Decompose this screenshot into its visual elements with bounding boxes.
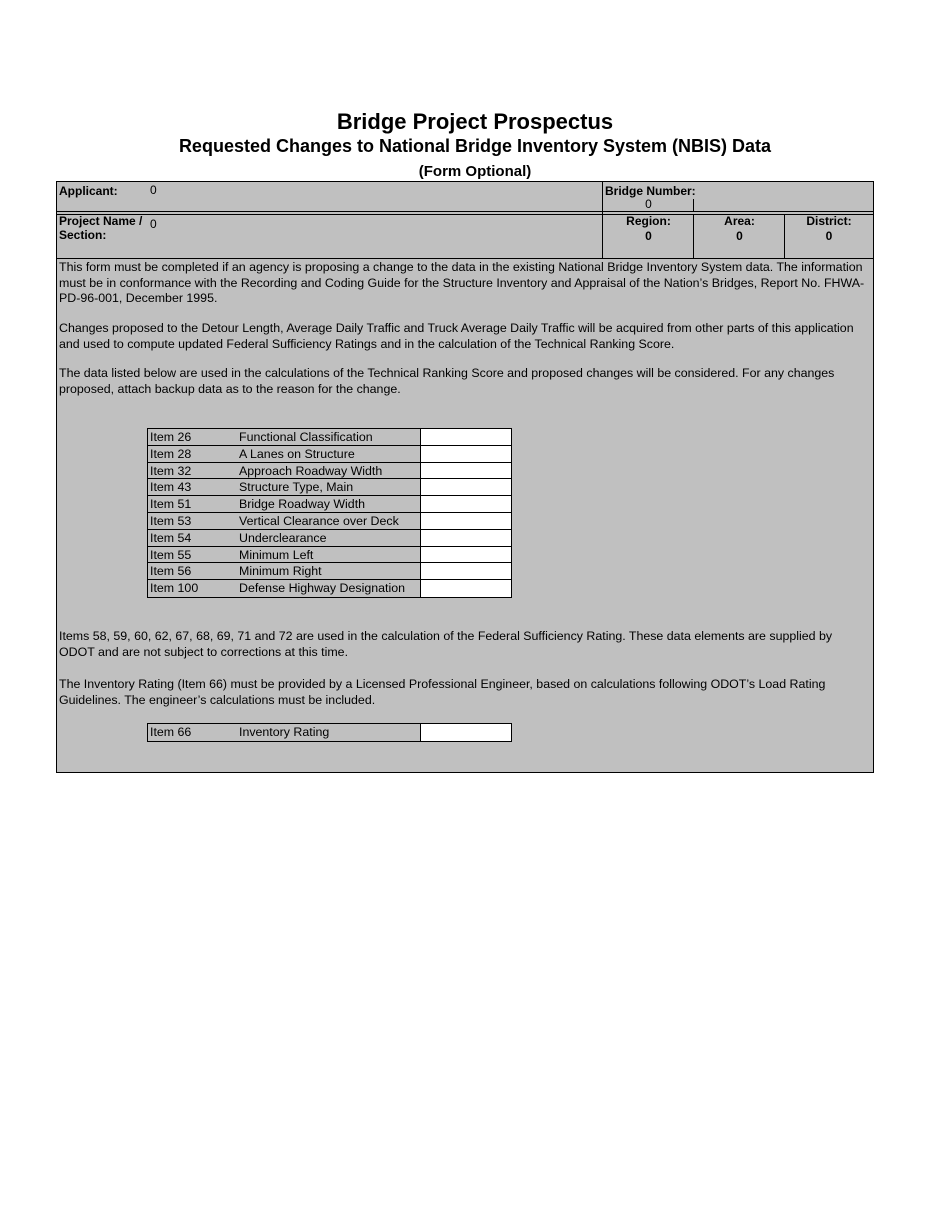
- item-value-input[interactable]: [420, 724, 511, 741]
- table-row: [148, 724, 511, 741]
- district-label: District:: [806, 214, 852, 228]
- item-number: Item 43: [150, 480, 192, 495]
- item-number: Item 32: [150, 463, 192, 478]
- item-description: A Lanes on Structure: [239, 446, 355, 461]
- applicant-value[interactable]: 0: [150, 183, 157, 197]
- project-name-label: Project Name /: [59, 214, 143, 228]
- items-table: [147, 428, 512, 598]
- page-title: Bridge Project Prospectus: [336, 109, 614, 134]
- item-value-input[interactable]: [420, 580, 511, 597]
- sufficiency-paragraph: Items 58, 59, 60, 62, 67, 68, 69, 71 and 72 are used in the calculation of the Federal Sufficiency Rating. These data elements are supplied by ODOT and are not subject to corrections at this time.: [59, 629, 833, 659]
- item-value-input[interactable]: [420, 429, 511, 445]
- item-value-input[interactable]: [420, 530, 511, 546]
- nbis-form: [56, 181, 874, 773]
- item-description: Functional Classification: [239, 430, 373, 444]
- region-value[interactable]: 0: [645, 229, 652, 243]
- item-number: Item 53: [150, 513, 192, 528]
- divider: [57, 211, 873, 212]
- detour-paragraph: Changes proposed to the Detour Length, Average Daily Traffic and Truck Average Daily Traffic will be acquired from other parts of this application and used to compute updated Federal Sufficiency Ratings and in the calculation of the Technical Ranking Score.: [59, 321, 854, 351]
- table-row: [148, 496, 511, 513]
- area-value[interactable]: 0: [736, 229, 743, 243]
- inventory-table: [147, 723, 512, 742]
- item-value-input[interactable]: [420, 446, 511, 462]
- region-label: Region:: [626, 214, 671, 228]
- item-value-input[interactable]: [420, 479, 511, 495]
- applicant-label: Applicant:: [59, 184, 118, 198]
- item-description: Inventory Rating: [239, 725, 330, 739]
- table-row: [148, 513, 511, 530]
- item-description: Vertical Clearance over Deck: [239, 513, 399, 528]
- inventory-paragraph: The Inventory Rating (Item 66) must be provided by a Licensed Professional Engineer, based on calculations following ODOT’s Load Rating Guidelines. The engineer’s calculations must be included.: [59, 677, 826, 707]
- form-optional-note: (Form Optional): [418, 163, 532, 180]
- item-number: Item 54: [150, 530, 192, 545]
- bridge-number-value[interactable]: 0: [645, 197, 652, 211]
- item-description: Bridge Roadway Width: [239, 497, 366, 512]
- bridge-number-label: Bridge Number:: [605, 184, 696, 198]
- instructions-paragraph: This form must be completed if an agency is proposing a change to the data in the existing National Bridge Inventory System data. The information must be in conformance with the Recording and Coding Guide for the Structure Inventory and Appraisal of the Nation’s Bridges, Report No. FHWA-PD-96-001, December 1995.: [59, 260, 865, 305]
- table-row: [148, 580, 511, 597]
- item-number: Item 100: [150, 581, 199, 596]
- table-row: [148, 429, 511, 446]
- project-name-value[interactable]: 0: [150, 217, 157, 231]
- table-row: [148, 463, 511, 480]
- table-row: [148, 547, 511, 564]
- divider: [57, 258, 873, 259]
- divider: [693, 199, 694, 211]
- item-description: Minimum Left: [239, 547, 314, 562]
- table-row: [148, 446, 511, 463]
- item-description: Minimum Right: [239, 564, 322, 579]
- item-number: Item 26: [150, 430, 192, 444]
- item-value-input[interactable]: [420, 463, 511, 479]
- item-value-input[interactable]: [420, 513, 511, 529]
- item-number: Item 56: [150, 564, 192, 579]
- item-number: Item 28: [150, 446, 192, 461]
- item-number: Item 66: [150, 725, 192, 739]
- item-description: Structure Type, Main: [239, 480, 354, 495]
- section-label: Section:: [59, 228, 107, 242]
- item-description: Defense Highway Designation: [239, 581, 405, 596]
- page-subtitle: Requested Changes to National Bridge Inventory System (NBIS) Data: [178, 136, 772, 156]
- item-description: Approach Roadway Width: [239, 463, 383, 478]
- district-value[interactable]: 0: [825, 229, 833, 243]
- item-value-input[interactable]: [420, 547, 511, 563]
- table-row: [148, 530, 511, 547]
- ranking-paragraph: The data listed below are used in the calculations of the Technical Ranking Score and proposed changes will be considered. For any changes proposed, attach backup data as to the reason for the change.: [59, 366, 835, 396]
- item-number: Item 55: [150, 547, 192, 562]
- area-label: Area:: [724, 214, 755, 228]
- item-value-input[interactable]: [420, 496, 511, 512]
- item-description: Underclearance: [239, 530, 327, 545]
- item-number: Item 51: [150, 497, 192, 512]
- table-row: [148, 479, 511, 496]
- table-row: [148, 563, 511, 580]
- item-value-input[interactable]: [420, 563, 511, 579]
